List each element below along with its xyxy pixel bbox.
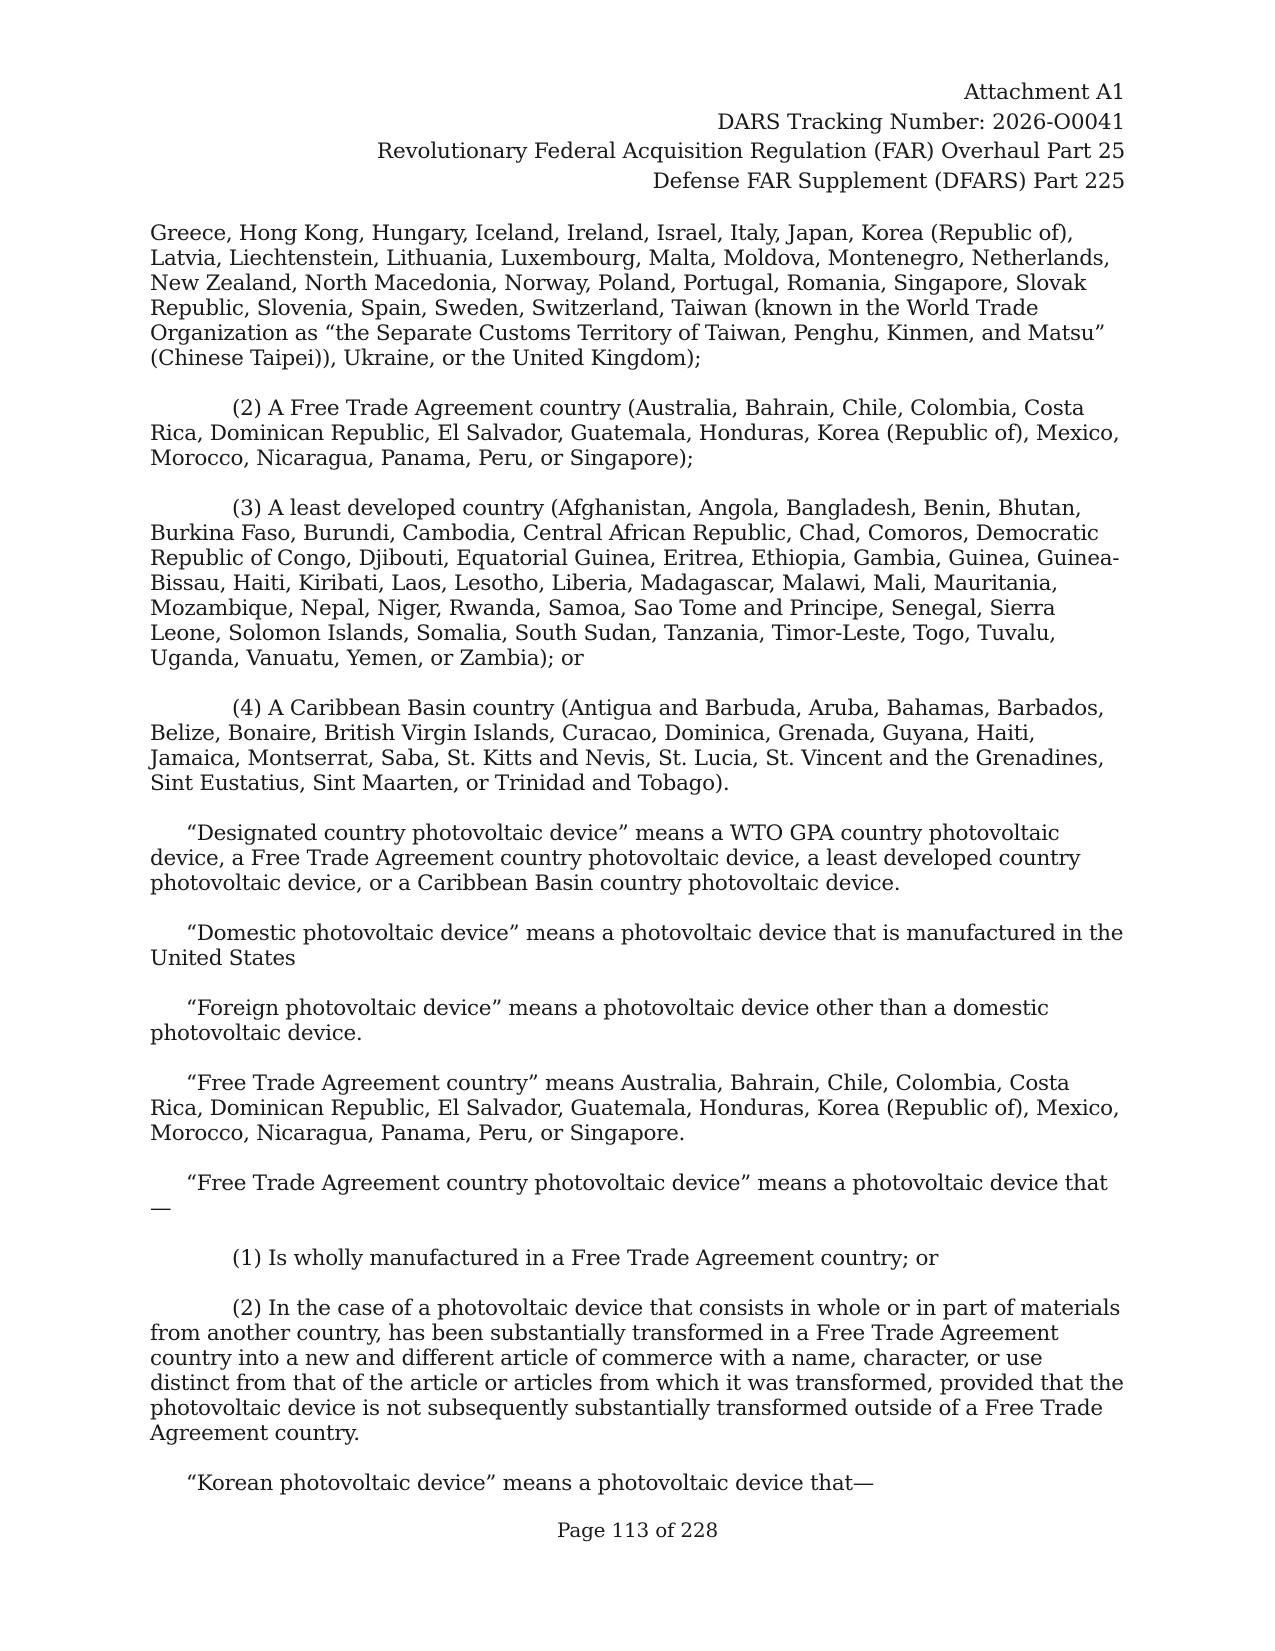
paragraph-continuation: Greece, Hong Kong, Hungary, Iceland, Ireland, Israel, Italy, Japan, Korea (Republic of), Latvia, Liechtenstein, Lithuania, Luxembourg, Malta, Moldova, Montenegro, Netherlands, New Zealand, North Macedonia, Norway, Poland, Portugal, Romania, Singapore, Slovak Republic, Slovenia, Spain, Sweden, Switzerland, Taiwan (known in the World Trade Organization as “the Separate Customs Territory of Taiwan, Penghu, Kinmen, and Matsu” (Chinese Taipei)), Ukraine, or the United Kingdom); [150,221,1110,371]
page-header [225,78,1125,196]
definition-domestic-device: “Domestic photovoltaic device” means a photovoltaic device that is manufactured in the United States [150,921,1124,971]
definition-fta-device: “Free Trade Agreement country photovoltaic device” means a photovoltaic device that— [150,1171,1108,1221]
document-body [150,221,1125,1521]
header-dfars-part: Defense FAR Supplement (DFARS) Part 225 [652,168,1125,194]
page-number: Page 113 of 228 [557,1518,718,1542]
paragraph-item-4: (4) A Caribbean Basin country (Antigua and Barbuda, Aruba, Bahamas, Barbados, Belize, Bonaire, British Virgin Islands, Curacao, Dominica, Grenada, Guyana, Haiti, Jamaica, Montserrat, Saba, St. Kitts and Nevis, St. Lucia, St. Vincent and the Grenadines, Sint Eustatius, Sint Maarten, or Trinidad and Tobago). [150,696,1105,796]
definition-designated-country-device: “Designated country photovoltaic device” means a WTO GPA country photovoltaic device, a Free Trade Agreement country photovoltaic device, a least developed country photovoltaic device, or a Caribbean Basin country photovoltaic device. [150,821,1081,896]
definition-korean-device: “Korean photovoltaic device” means a photovoltaic device that— [186,1471,874,1496]
paragraph-fta-item-2: (2) In the case of a photovoltaic device that consists in whole or in part of materials from another country, has been substantially transformed in a Free Trade Agreement country into a new and different article of commerce with a name, character, or use distinct from that of the article or articles from which it was transformed, provided that the photovoltaic device is not subsequently substantially transformed outside of a Free Trade Agreement country. [150,1296,1124,1446]
definition-foreign-device: “Foreign photovoltaic device” means a photovoltaic device other than a domestic photovoltaic device. [150,996,1049,1046]
paragraph-item-3: (3) A least developed country (Afghanistan, Angola, Bangladesh, Benin, Bhutan, Burkina Faso, Burundi, Cambodia, Central African Republic, Chad, Comoros, Democratic Republic of Congo, Djibouti, Equatorial Guinea, Eritrea, Ethiopia, Gambia, Guinea, Guinea-Bissau, Haiti, Kiribati, Laos, Lesotho, Liberia, Madagascar, Malawi, Mali, Mauritania, Mozambique, Nepal, Niger, Rwanda, Samoa, Sao Tome and Principe, Senegal, Sierra Leone, Solomon Islands, Somalia, South Sudan, Tanzania, Timor-Leste, Togo, Tuvalu, Uganda, Vanuatu, Yemen, or Zambia); or [150,496,1120,671]
definition-fta-country: “Free Trade Agreement country” means Australia, Bahrain, Chile, Colombia, Costa Rica, Dominican Republic, El Salvador, Guatemala, Honduras, Korea (Republic of), Mexico, Morocco, Nicaragua, Panama, Peru, or Singapore. [150,1071,1120,1146]
paragraph-fta-item-1: (1) Is wholly manufactured in a Free Trade Agreement country; or [232,1246,939,1271]
paragraph-item-2: (2) A Free Trade Agreement country (Australia, Bahrain, Chile, Colombia, Costa Rica, Dominican Republic, El Salvador, Guatemala, Honduras, Korea (Republic of), Mexico, Morocco, Nicaragua, Panama, Peru, or Singapore); [150,396,1120,471]
header-attachment: Attachment A1 [964,80,1125,105]
header-tracking-number: DARS Tracking Number: 2026-O0041 [717,109,1125,135]
header-far-part: Revolutionary Federal Acquisition Regulation (FAR) Overhaul Part 25 [376,139,1125,164]
